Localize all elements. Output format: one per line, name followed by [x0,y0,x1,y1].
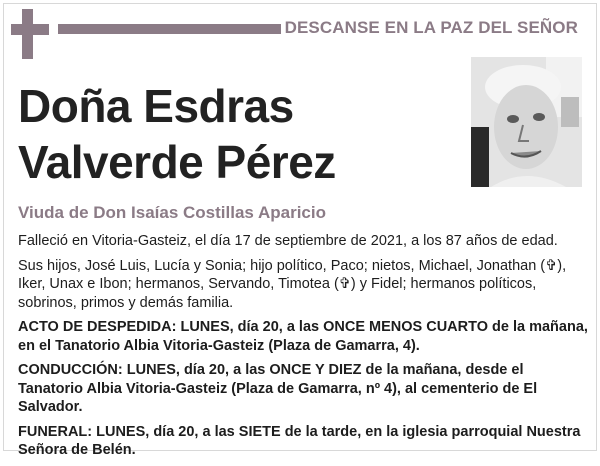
name-line-2: Valverde Pérez [18,136,336,188]
subtitle: Viuda de Don Isaías Costillas Aparicio [18,203,326,222]
header-title: DESCANSE EN LA PAZ DEL SEÑOR [284,18,578,37]
cross-icon [11,9,49,59]
paragraph-funeral: FUNERAL: LUNES, día 20, a las SIETE de la tarde, en la iglesia parroquial Nuestra Señora de Belén. [18,423,581,458]
name-line-1: Doña Esdras [18,80,294,132]
paragraph-procession: CONDUCCIÓN: LUNES, día 20, a las ONCE Y DIEZ de la mañana, desde el Tanatorio Albia Vitoria-Gasteiz (Plaza de Gamarra, nº 4), al cementerio de El Salvador. [18,362,538,415]
paragraph-family: Sus hijos, José Luis, Lucía y Sonia; hijo político, Paco; nietos, Michael, Jonathan (✞), Iker, Unax e Ibon; hermanos, Servando, Timotea (✞) y Fidel; hermanos políticos, sobrinos, primos y demás familia. [18,257,567,311]
paragraph-death: Falleció en Vitoria-Gasteiz, el día 17 de septiembre de 2021, a los 87 años de edad. [18,233,558,249]
portrait-photo [471,57,582,187]
paragraph-farewell: ACTO DE DESPEDIDA: LUNES, día 20, a las ONCE MENOS CUARTO de la mañana, en el Tanatorio Albia Vitoria-Gasteiz (Plaza de Gamarra, 4). [18,319,588,354]
notice-body [18,232,590,466]
deceased-name [18,78,448,190]
header-rule [58,24,281,34]
